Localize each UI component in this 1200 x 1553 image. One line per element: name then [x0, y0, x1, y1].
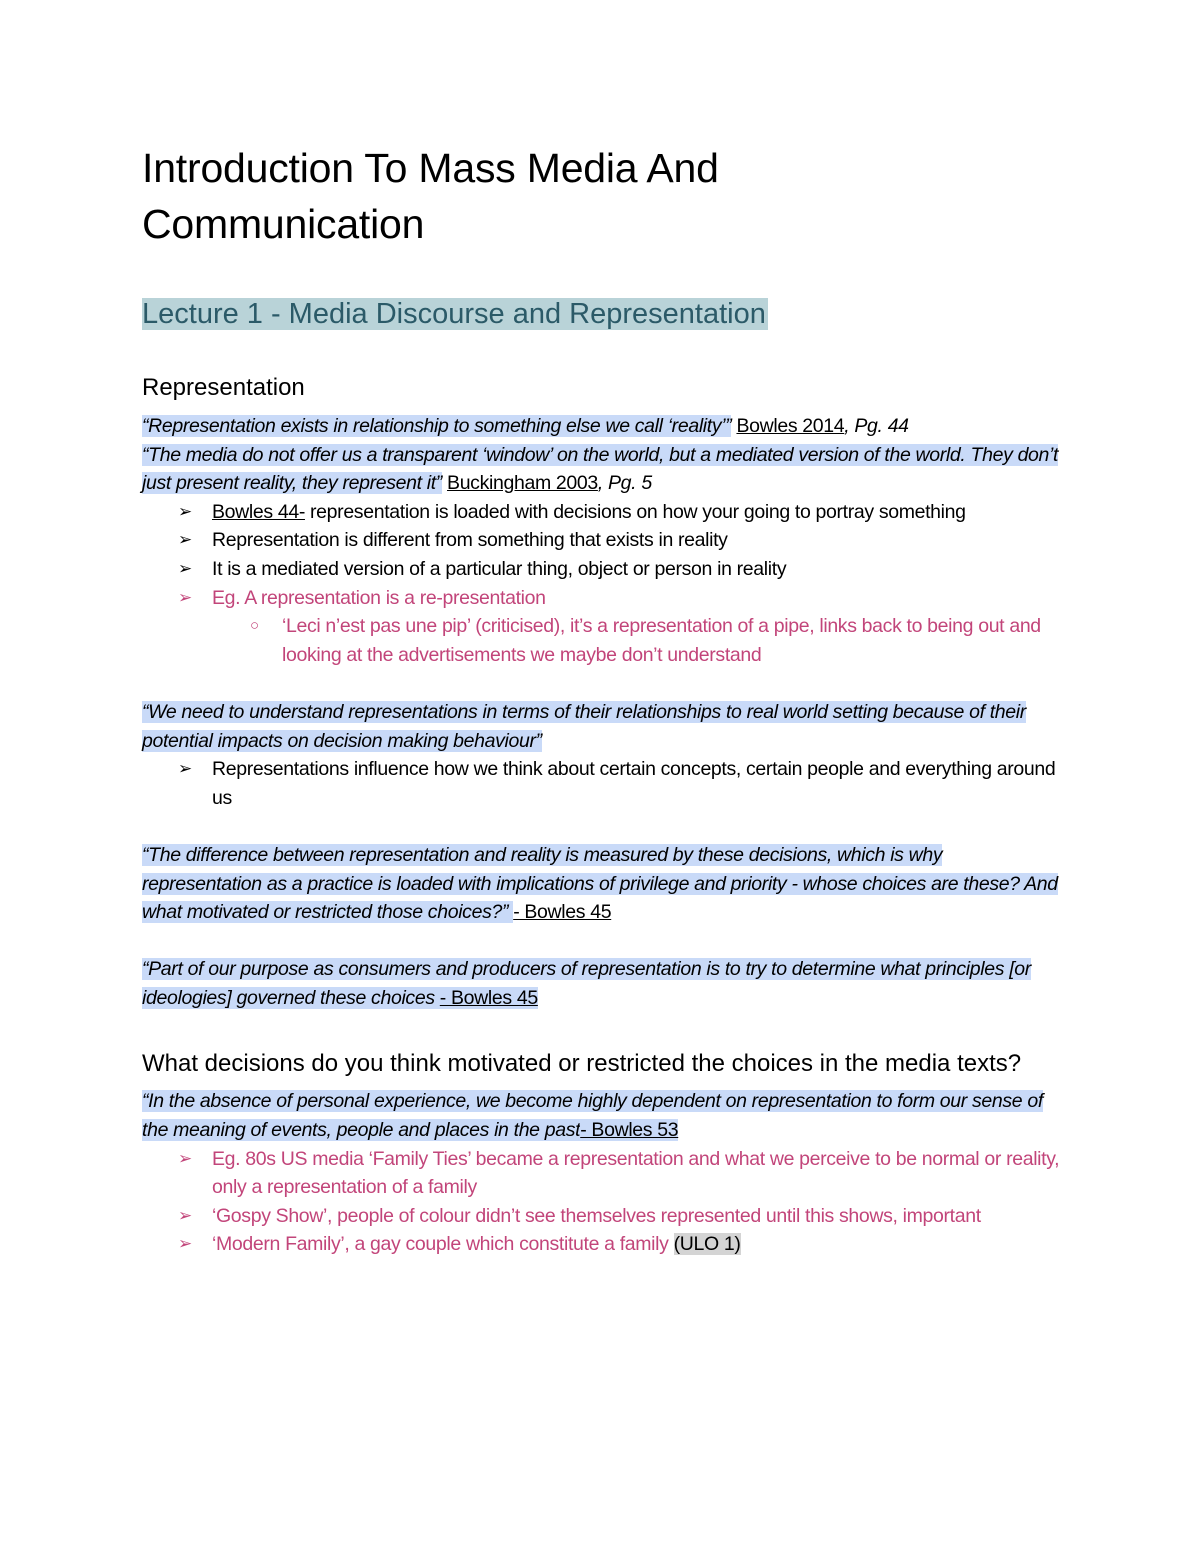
citation-link[interactable]: - Bowles 45	[513, 901, 612, 924]
spacer	[142, 927, 1062, 956]
sub-bullet-list	[212, 612, 1062, 669]
arrow-bullet-icon: ➢	[178, 1205, 192, 1225]
quote-bowles-45-a: “The difference between representation and reality is measured by these decisions, which is why representation as a practice is loaded with implications of privilege and priority - whose choices are these? And what motivated or restricted those choices?” - Bowles 45	[142, 843, 1058, 924]
list-item: ➢ Eg. A representation is a re-presentation ○ ‘Leci n’est pas une pip’ (criticised), it’s a representation of a pipe, links back to being out and looking at the advertisements we maybe don’t understand	[212, 584, 1062, 670]
bullet-list-influence	[142, 755, 1062, 812]
circle-bullet-icon: ○	[250, 617, 259, 635]
citation-link[interactable]: Buckingham 2003	[447, 472, 598, 495]
citation-link[interactable]: - Bowles 45	[439, 986, 538, 1009]
quote-buckingham-2003: “The media do not offer us a transparent ‘window’ on the world, but a mediated version of the world. They don’t just present reality, they represent it” Buckingham 2003, Pg. 5	[142, 443, 1059, 495]
citation-link[interactable]: - Bowles 53	[580, 1119, 679, 1142]
document-title	[142, 140, 1062, 252]
list-item: ○ ‘Leci n’est pas une pip’ (criticised), it’s a representation of a pipe, links back to being out and looking at the advertisements we maybe don’t understand	[282, 612, 1062, 669]
quote-bowles-53: “In the absence of personal experience, we become highly dependent on representation to form our sense of the meaning of events, people and places in the past- Bowles 53	[142, 1090, 1043, 1142]
bullet-list-examples	[142, 1145, 1062, 1259]
ulo-tag: (ULO 1)	[673, 1233, 741, 1256]
citation-link[interactable]: Bowles 2014	[736, 415, 845, 437]
arrow-bullet-icon: ➢	[178, 1234, 192, 1254]
section-heading-decisions: What decisions do you think motivated or restricted the choices in the media texts?	[142, 1050, 1022, 1078]
title-line-2: Communication	[142, 201, 425, 247]
quote-bowles-2014: “Representation exists in relationship to something else we call ‘reality’” Bowles 2014, Pg. 44	[142, 415, 909, 437]
list-item: ➢ Bowles 44- representation is loaded with decisions on how your going to portray something	[212, 498, 1062, 527]
lecture-heading: Lecture 1 - Media Discourse and Representation	[142, 298, 766, 330]
document-content	[142, 140, 1062, 1259]
list-item: ➢ ‘Gospy Show’, people of colour didn’t see themselves represented until this shows, important	[212, 1202, 1062, 1231]
arrow-bullet-icon: ➢	[178, 587, 192, 607]
list-item: ➢ It is a mediated version of a particular thing, object or person in reality	[212, 555, 1062, 584]
list-item: ➢ Representations influence how we think about certain concepts, certain people and everything around us	[212, 755, 1062, 812]
quote-bowles-45-b: “Part of our purpose as consumers and producers of representation is to try to determine what principles [or ideologies] governed these choices - Bowles 45	[142, 958, 1031, 1009]
list-item: ➢ Representation is different from something that exists in reality	[212, 526, 1062, 555]
section-heading-representation: Representation	[142, 374, 305, 401]
arrow-bullet-icon: ➢	[178, 759, 192, 779]
arrow-bullet-icon: ➢	[178, 501, 192, 521]
arrow-bullet-icon: ➢	[178, 1148, 192, 1168]
bullet-list-representation	[142, 498, 1062, 670]
arrow-bullet-icon: ➢	[178, 558, 192, 578]
quote-real-world-setting: “We need to understand representations in terms of their relationships to real world setting because of their potential impacts on decision making behaviour”	[142, 700, 1026, 752]
spacer	[142, 669, 1062, 698]
title-line-1: Introduction To Mass Media And	[142, 145, 719, 191]
arrow-bullet-icon: ➢	[178, 530, 192, 550]
spacer	[142, 812, 1062, 841]
citation-link[interactable]: Bowles 44-	[212, 500, 305, 523]
list-item: ➢ Eg. 80s US media ‘Family Ties’ became a representation and what we perceive to be normal or reality, only a representation of a family	[212, 1145, 1062, 1202]
list-item: ➢ ‘Modern Family’, a gay couple which constitute a family (ULO 1)	[212, 1230, 1062, 1259]
